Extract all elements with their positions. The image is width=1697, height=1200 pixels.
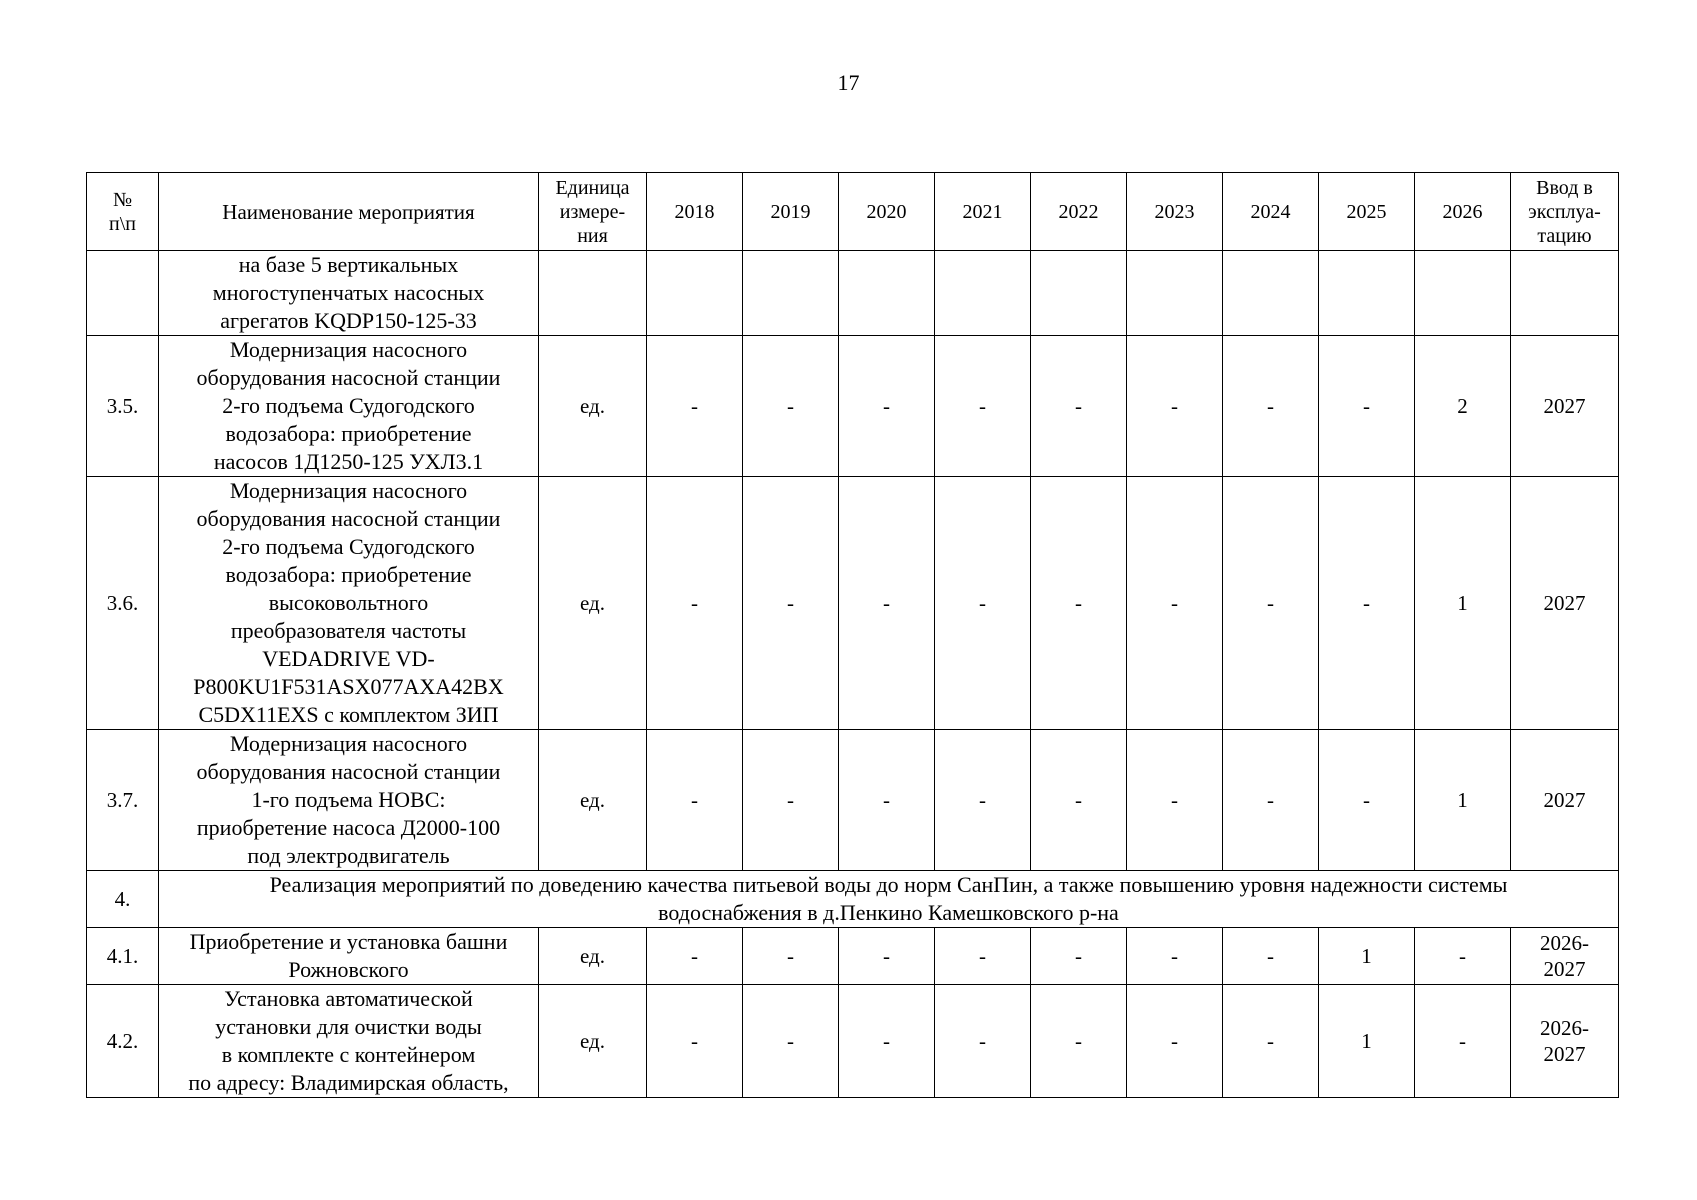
year-value-2025: - — [1319, 730, 1415, 871]
unit-cell: ед. — [539, 477, 647, 730]
year-value-2018: - — [647, 730, 743, 871]
column-header-12: Ввод в эксплуа- тацию — [1511, 173, 1619, 251]
table-row — [87, 928, 1619, 985]
year-value-2021: - — [935, 928, 1031, 985]
page-number: 17 — [837, 70, 860, 95]
commissioning-cell: 2027 — [1511, 336, 1619, 477]
column-header-11: 2026 — [1415, 173, 1511, 251]
year-value-2025: - — [1319, 477, 1415, 730]
year-value-2022: - — [1031, 730, 1127, 871]
unit-cell: ед. — [539, 730, 647, 871]
year-value-2018: - — [647, 336, 743, 477]
column-header-2: Единица измере- ния — [539, 173, 647, 251]
column-header-3: 2018 — [647, 173, 743, 251]
commissioning-cell: 2027 — [1511, 477, 1619, 730]
year-value-2019: - — [743, 928, 839, 985]
year-value-2018: - — [647, 477, 743, 730]
year-value-2022: - — [1031, 928, 1127, 985]
table-row — [87, 730, 1619, 871]
year-value-2021: - — [935, 985, 1031, 1098]
unit-cell: ед. — [539, 336, 647, 477]
row-number: 3.6. — [87, 477, 159, 730]
column-header-0: № п\п — [87, 173, 159, 251]
table-row — [87, 985, 1619, 1098]
year-value-2022: - — [1031, 336, 1127, 477]
year-value-2022: - — [1031, 985, 1127, 1098]
year-value-2026 — [1415, 251, 1511, 336]
year-value-2020: - — [839, 928, 935, 985]
table-row — [87, 336, 1619, 477]
measures-table — [86, 172, 1619, 1098]
measure-name: Модернизация насосного оборудования насосной станции 2-го подъема Судогодского водозабора: приобретение высоковольтного преобразователя частоты VEDADRIVE VD- P800KU1F531ASX077AXA42BX C5DX11EXS с комплектом ЗИП — [159, 477, 539, 730]
year-value-2025: - — [1319, 336, 1415, 477]
year-value-2026: - — [1415, 928, 1511, 985]
section-title: Реализация мероприятий по доведению качества питьевой воды до норм СанПин, а также повышению уровня надежности системы водоснабжения в д.Пенкино Камешковского р-на — [159, 871, 1619, 928]
measure-name: Приобретение и установка башни Рожновского — [159, 928, 539, 985]
year-value-2018: - — [647, 985, 743, 1098]
year-value-2026: 1 — [1415, 730, 1511, 871]
row-number: 3.5. — [87, 336, 159, 477]
unit-cell: ед. — [539, 928, 647, 985]
year-value-2026: - — [1415, 985, 1511, 1098]
year-value-2019: - — [743, 730, 839, 871]
column-header-6: 2021 — [935, 173, 1031, 251]
year-value-2026: 1 — [1415, 477, 1511, 730]
table-body — [87, 251, 1619, 1098]
year-value-2020 — [839, 251, 935, 336]
year-value-2023: - — [1127, 928, 1223, 985]
year-value-2021: - — [935, 477, 1031, 730]
year-value-2020: - — [839, 336, 935, 477]
year-value-2019 — [743, 251, 839, 336]
year-value-2023: - — [1127, 985, 1223, 1098]
column-header-5: 2020 — [839, 173, 935, 251]
year-value-2019: - — [743, 477, 839, 730]
year-value-2024: - — [1223, 985, 1319, 1098]
year-value-2022: - — [1031, 477, 1127, 730]
table-row — [87, 477, 1619, 730]
row-number: 4.2. — [87, 985, 159, 1098]
commissioning-cell: 2026- 2027 — [1511, 928, 1619, 985]
measure-name: на базе 5 вертикальных многоступенчатых насосных агрегатов KQDP150-125-33 — [159, 251, 539, 336]
year-value-2019: - — [743, 985, 839, 1098]
year-value-2019: - — [743, 336, 839, 477]
column-header-1: Наименование мероприятия — [159, 173, 539, 251]
measure-name: Модернизация насосного оборудования насосной станции 2-го подъема Судогодского водозабора: приобретение насосов 1Д1250-125 УХЛ3.1 — [159, 336, 539, 477]
year-value-2024: - — [1223, 336, 1319, 477]
year-value-2024: - — [1223, 928, 1319, 985]
commissioning-cell: 2026- 2027 — [1511, 985, 1619, 1098]
year-value-2023: - — [1127, 730, 1223, 871]
row-number: 4.1. — [87, 928, 159, 985]
commissioning-cell: 2027 — [1511, 730, 1619, 871]
year-value-2024 — [1223, 251, 1319, 336]
table-header-row — [87, 173, 1619, 251]
row-number — [87, 251, 159, 336]
year-value-2018: - — [647, 928, 743, 985]
row-number: 4. — [87, 871, 159, 928]
year-value-2018 — [647, 251, 743, 336]
year-value-2021: - — [935, 336, 1031, 477]
measure-name: Установка автоматической установки для очистки воды в комплекте с контейнером по адресу: Владимирская область, — [159, 985, 539, 1098]
column-header-10: 2025 — [1319, 173, 1415, 251]
column-header-8: 2023 — [1127, 173, 1223, 251]
year-value-2024: - — [1223, 477, 1319, 730]
year-value-2021 — [935, 251, 1031, 336]
year-value-2023: - — [1127, 477, 1223, 730]
column-header-7: 2022 — [1031, 173, 1127, 251]
unit-cell — [539, 251, 647, 336]
measure-name: Модернизация насосного оборудования насосной станции 1-го подъема НОВС: приобретение насоса Д2000-100 под электродвигатель — [159, 730, 539, 871]
column-header-9: 2024 — [1223, 173, 1319, 251]
unit-cell: ед. — [539, 985, 647, 1098]
year-value-2021: - — [935, 730, 1031, 871]
year-value-2020: - — [839, 730, 935, 871]
commissioning-cell — [1511, 251, 1619, 336]
year-value-2024: - — [1223, 730, 1319, 871]
year-value-2022 — [1031, 251, 1127, 336]
year-value-2020: - — [839, 985, 935, 1098]
year-value-2025: 1 — [1319, 985, 1415, 1098]
year-value-2025 — [1319, 251, 1415, 336]
section-row — [87, 871, 1619, 928]
year-value-2026: 2 — [1415, 336, 1511, 477]
year-value-2023 — [1127, 251, 1223, 336]
table-row — [87, 251, 1619, 336]
row-number: 3.7. — [87, 730, 159, 871]
year-value-2023: - — [1127, 336, 1223, 477]
year-value-2020: - — [839, 477, 935, 730]
year-value-2025: 1 — [1319, 928, 1415, 985]
column-header-4: 2019 — [743, 173, 839, 251]
